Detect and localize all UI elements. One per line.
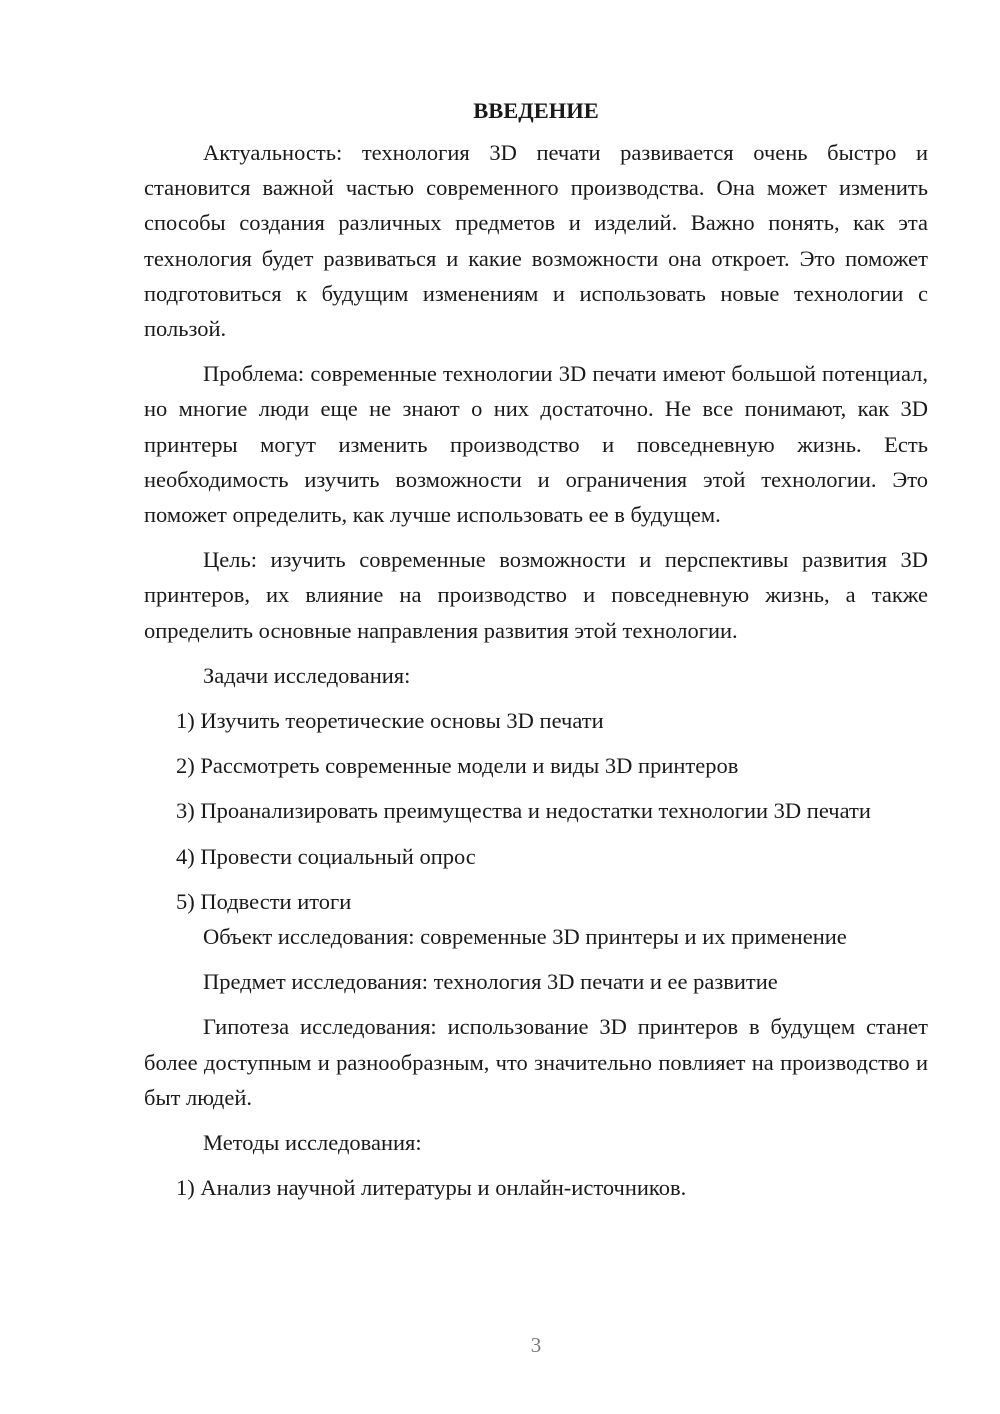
object-paragraph: Объект исследования: современные 3D принтеры и их применение (203, 924, 847, 950)
section-heading: ВВЕДЕНИЕ (473, 98, 599, 123)
problem-paragraph: Проблема: современные технологии 3D печати имеют большой потенциал, но многие люди еще не знают о них достаточно. Не все понимают, как 3D принтеры могут изменить производство и повседневную жизнь. Есть необходимость изучить возможности и ограничения этой технологии. Это поможет определить, как лучше использовать ее в будущем. (144, 361, 928, 528)
task-item-5: 5) Подвести итоги (176, 888, 352, 914)
relevance-paragraph: Актуальность: технология 3D печати развивается очень быстро и становится важной частью современного производства. Она может изменить способы создания различных предметов и изделий. Важно понять, как эта технология будет развиваться и какие возможности она откроет. Это поможет подготовиться к будущим изменениям и использовать новые технологии с пользой. (144, 140, 928, 342)
page-number: 3 (530, 1333, 542, 1357)
task-item-3: 3) Проанализировать преимущества и недостатки технологии 3D печати (176, 798, 871, 824)
task-item-4: 4) Провести социальный опрос (176, 843, 476, 869)
task-item-2: 2) Рассмотреть современные модели и виды 3D принтеров (176, 753, 739, 779)
subject-paragraph: Предмет исследования: технология 3D печати и ее развитие (203, 969, 778, 995)
methods-title: Методы исследования: (203, 1130, 422, 1156)
goal-paragraph: Цель: изучить современные возможности и перспективы развития 3D принтеров, их влияние на производство и повседневную жизнь, а также определить основные направления развития этой технологии. (144, 547, 928, 643)
page-content (144, 95, 928, 1205)
task-item-1: 1) Изучить теоретические основы 3D печати (176, 708, 604, 734)
method-item-1: 1) Анализ научной литературы и онлайн-источников. (176, 1175, 687, 1201)
hypothesis-paragraph: Гипотеза исследования: использование 3D принтеров в будущем станет более доступным и разнообразным, что значительно повлияет на производство и быт людей. (144, 1014, 928, 1110)
tasks-title: Задачи исследования: (203, 662, 411, 688)
